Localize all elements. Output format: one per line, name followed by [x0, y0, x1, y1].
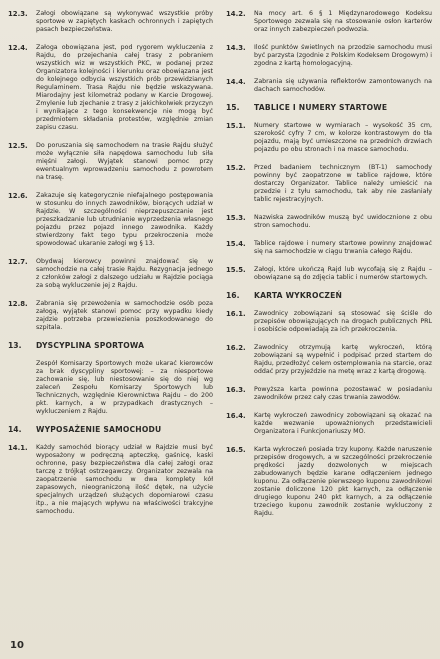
paragraph-number — [8, 360, 36, 416]
section-number: 14. — [8, 425, 22, 434]
paragraph-number: 12.4. — [8, 44, 28, 52]
paragraph — [8, 44, 213, 132]
paragraph-number: 16.3. — [226, 386, 246, 394]
paragraph-text: Powyższa karta powinna pozostawać w posiadaniu zawodników przez cały czas trwania zawodów. — [254, 386, 432, 401]
section-heading — [8, 426, 213, 434]
paragraph — [226, 44, 432, 68]
paragraph-number: 12.7. — [8, 258, 28, 266]
paragraph-number: 14.1. — [8, 444, 28, 452]
paragraph-text: Przed badaniem technicznym (BT-1) samochody powinny być zaopatrzone w tablice rajdowe, które dostarczy Organizator. Tablice należy umieścić na przedzie i z tyłu samochodu, tak aby nie zasłaniały tablic rejestracyjnych. — [254, 164, 432, 203]
paragraph — [226, 412, 432, 436]
paragraph — [226, 214, 432, 230]
paragraph-number: 15.5. — [226, 266, 246, 274]
paragraph-text: Zakazuje się kategorycznie niefajalnego postępowania w stosunku do innych zawodników, biorących udział w Rajdzie. W szczególności nieprzepuszczanie jest przeszkadzanie lub utrudnianie wyprzedzenia własnego pojazdu przez pojazd innego zawodnika. Każdy stwierdzony fakt tego typu przekroczenia może spowodować ukaranie załogi wg § 13. — [36, 192, 213, 247]
section-number: 16. — [226, 291, 240, 300]
paragraph-text: Obydwaj kierowcy powinni znajdować się w samochodzie na całej trasie Rajdu. Rezygnacja jednego z członków załogi z dalszego udziału w Rajdzie pociąga za sobą wykluczenie jej z Rajdu. — [36, 258, 213, 289]
paragraph-number: 15.3. — [226, 214, 246, 222]
paragraph — [226, 10, 432, 34]
paragraph-number: 15.1. — [226, 122, 246, 130]
paragraph-text: Zabrania się używania reflektorów zamontowanych na dachach samochodów. — [254, 78, 432, 93]
paragraph-text: Zawodnicy zobowiązani są stosować się ściśle do przepisów obowiązujących na drogach publicznych PRL i osobiście odpowiadają za ich przekroczenia. — [254, 310, 432, 333]
paragraph-text: Zabrania się przewożenia w samochodzie osób poza załogą, wyjątek stanowi pomoc przy wypadku kiedy zajdzie potrzeba przewiezienia poszkodowanego do szpitala. — [36, 300, 213, 331]
paragraph — [226, 446, 432, 518]
paragraph — [8, 192, 213, 248]
paragraph — [8, 300, 213, 332]
paragraph-number: 16.2. — [226, 344, 246, 352]
paragraph — [226, 310, 432, 334]
paragraph-text: Tablice rajdowe i numery startowe powinny znajdować się na samochodzie w ciągu trwania całego Rajdu. — [254, 240, 432, 255]
paragraph — [8, 444, 213, 516]
paragraph-number: 12.5. — [8, 142, 28, 150]
paragraph-text: Ilość punktów świetlnych na przodzie samochodu musi być parzysta (zgodnie z Polskim Kodeksem Drogowym) i zgodna z kartą homologacyjną. — [254, 44, 432, 67]
paragraph-text: Na mocy art. 6 § 1 Międzynarodowego Kodeksu Sportowego zezwala się na stosowanie osłon karterów oraz innych zabezpieczeń podwozia. — [254, 10, 432, 33]
paragraph — [8, 10, 213, 34]
paragraph — [226, 240, 432, 256]
section-heading — [226, 292, 432, 300]
paragraph-text: Załogi, które ukończą Rajd lub wycofają się z Rajdu – obowiązane są do zdjęcia tablic i numerów startowych. — [254, 266, 432, 281]
paragraph-number: 16.4. — [226, 412, 246, 420]
paragraph-number: 12.6. — [8, 192, 28, 200]
paragraph — [226, 122, 432, 154]
section-title: KARTA WYKROCZEŃ — [254, 291, 343, 300]
paragraph-text: Kartę wykroczeń zawodnicy zobowiązani są okazać na każde wezwanie upoważnionych przedstawicieli Organizatora i Funkcjonariuszy MO. — [254, 412, 432, 435]
right-column — [226, 10, 432, 528]
paragraph-text: Załogi obowiązane są wykonywać wszystkie próby sportowe w zapiętych kaskach ochronnych i zapiętych pasach bezpieczeństwa. — [36, 10, 213, 33]
left-column — [8, 10, 213, 526]
paragraph-text: Zespół Komisarzy Sportowych może ukarać kierowców za brak dyscypliny sportowej: – za niesportowe zachowanie się, lub niestosowanie się do niej wg zaleceń Zespołu Komisarzy Sportowych lub Technicznych, względnie Kierownictwa Rajdu – do 200 pkt. karnych, a w przypadkach drastycznych – wykluczeniem z Rajdu. — [36, 360, 213, 415]
paragraph-text: Załoga obowiązana jest, pod rygorem wykluczenia z Rajdu, do przejechania całej trasy z pobraniem wszystkich wiz w wszystkich PKC, w podanej przez Organizatora kolejności i kierunku oraz obowiązana jest do kolejnego odbycia wszystkich prób przewidzianych Regulaminem. Trasa Rajdu nie będzie wskazywana. Miarodajny jest kilometraż podany w Karcie Drogowej. Zmylenie lub zjechanie z trasy z jakichkolwiek przyczyn i wynikające z tego konsekwencje nie mogą być przedmiotem składania protestów, względnie zmian zapisu czasu. — [36, 44, 213, 131]
paragraph — [8, 360, 213, 416]
paragraph-number: 14.4. — [226, 78, 246, 86]
paragraph-number: 16.1. — [226, 310, 246, 318]
paragraph-number: 14.3. — [226, 44, 246, 52]
paragraph-text: Karta wykroczeń posiada trzy kupony. Każde naruszenie przepisów drogowych, a w szczególności przekroczenie prędkości jazdy dozwolonych w miejscach zabudowanych będzie karane odłączeniem jednego kuponu. Za odłączenie pierwszego kuponu zawodnikowi zostanie doliczone 120 pkt karnych, za odłączenie drugiego kuponu 240 pkt karnych, a za odłączenie trzeciego kuponu zawodnik zostanie wykluczony z Rajdu. — [254, 446, 432, 517]
section-title: TABLICE I NUMERY STARTOWE — [254, 103, 388, 112]
paragraph-number: 12.3. — [8, 10, 28, 18]
section-heading — [8, 342, 213, 350]
paragraph — [226, 266, 432, 282]
paragraph — [226, 164, 432, 204]
paragraph-text: Zawodnicy otrzymują kartę wykroczeń, którą zobowiązani są wypełnić i podpisać przed startem do Rajdu, przedłożyć celem ostemplowania na starcie, oraz oddać przy przyjeździe na metę wraz z kartą drogową. — [254, 344, 432, 375]
section-heading — [226, 104, 432, 112]
paragraph — [226, 386, 432, 402]
paragraph-text: Do poruszania się samochodem na trasie Rajdu służyć może wyłącznie siła napędowa samochodu lub siła mięśni załogi. Wyjątek stanowi pomoc przy ewentualnym wprowadzeniu samochodu z powrotem na trasę. — [36, 142, 213, 181]
paragraph — [226, 78, 432, 94]
page-number: 10 — [10, 640, 24, 651]
paragraph-number: 12.8. — [8, 300, 28, 308]
section-number: 13. — [8, 341, 22, 350]
paragraph — [8, 142, 213, 182]
section-number: 15. — [226, 103, 240, 112]
section-title: WYPOSAŻENIE SAMOCHODU — [36, 425, 162, 434]
paragraph-text: Każdy samochód biorący udział w Rajdzie musi być wyposażony w podręczną apteczkę, gaśnicę, kaski ochronne, pasy bezpieczeństwa dla całej załogi oraz tarczę z trójkąt ostrzegawczy. Organizator zezwala na zaopatrzenie samochodu w dwa komplety kół zapasowych, nieograniczoną ilość dętek, na użycie specjalnych urządzeń służących dopomiarowi czasu itp., a nie mających wpływu na właściwości trakcyjne samochodu. — [36, 444, 213, 515]
paragraph-text: Numery startowe w wymiarach – wysokość 35 cm, szerokość cyfry 7 cm, w kolorze kontrastowym do tła pojazdu, mają być umieszczone na przednich drzwiach pojazdu po obu stronach i na masce samochodu. — [254, 122, 432, 153]
paragraph-number: 16.5. — [226, 446, 246, 454]
paragraph-number: 15.4. — [226, 240, 246, 248]
paragraph-number: 15.2. — [226, 164, 246, 172]
paragraph-text: Nazwiska zawodników muszą być uwidocznione z obu stron samochodu. — [254, 214, 432, 229]
paragraph-number: 14.2. — [226, 10, 246, 18]
section-title: DYSCYPLINA SPORTOWA — [36, 341, 145, 350]
paragraph — [226, 344, 432, 376]
paragraph — [8, 258, 213, 290]
